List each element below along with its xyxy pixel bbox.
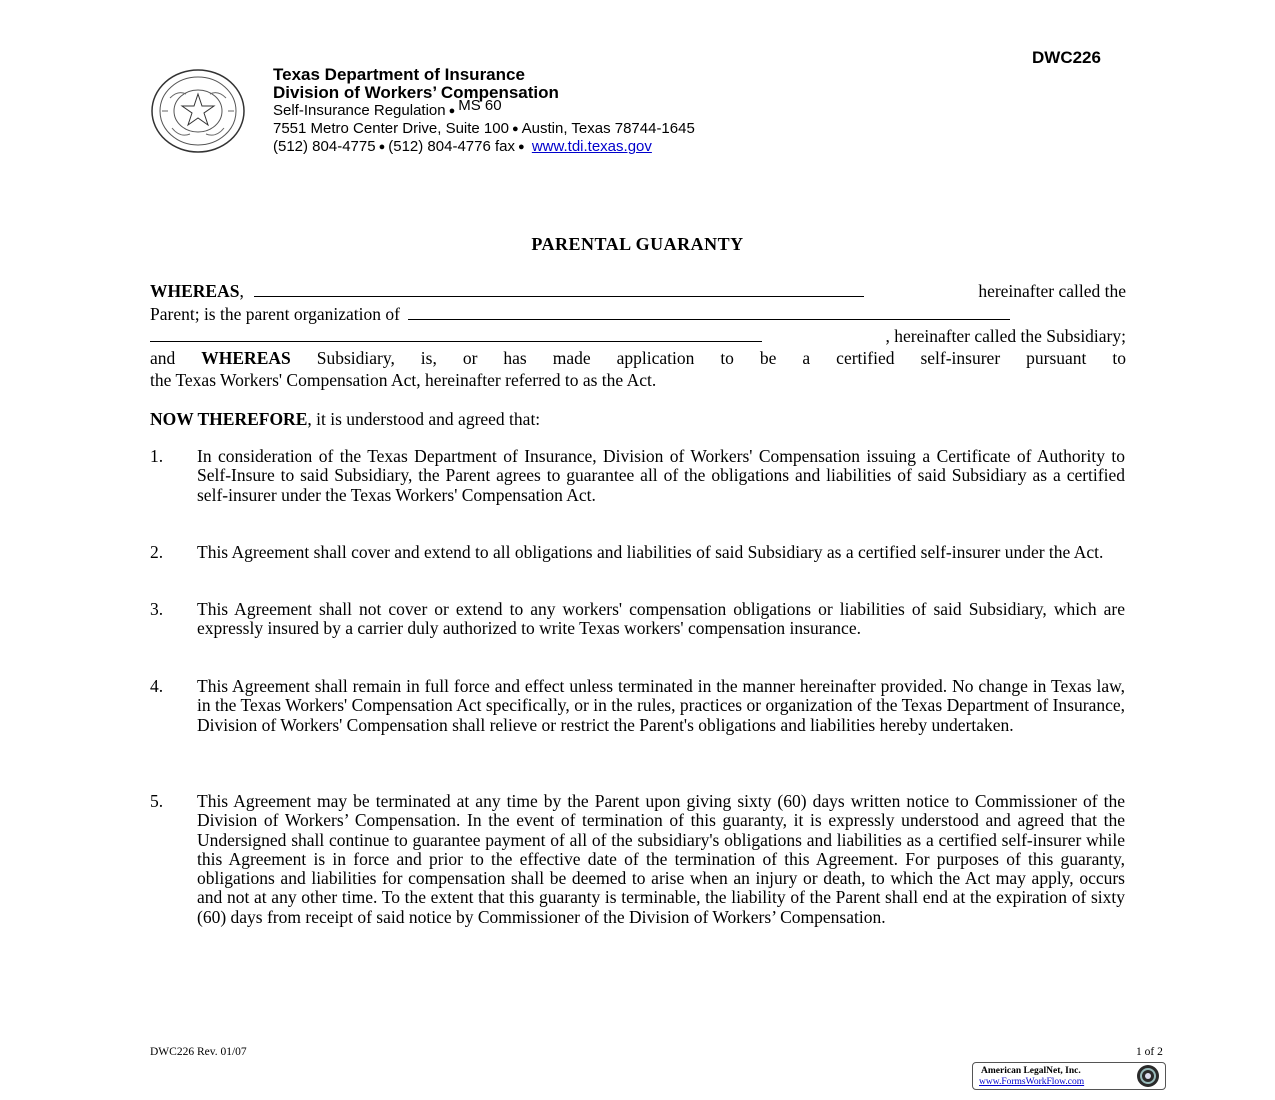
whereas-text-1: Subsidiary, is, or has made application to be a certified self-insurer pursuant to — [316, 348, 1126, 368]
and-word: and — [150, 348, 176, 368]
bullet-dot-icon: ● — [518, 141, 525, 154]
whereas-line-4 — [150, 347, 1126, 369]
mail-stop: MS 60 — [458, 97, 502, 114]
whereas-label-2: WHEREAS — [201, 348, 291, 368]
contact-line — [273, 138, 695, 156]
subsidiary-name-field-part1[interactable] — [408, 304, 1010, 320]
page-number: 1 of 2 — [1136, 1046, 1163, 1058]
whereas-line-2 — [150, 303, 1126, 325]
address-line — [273, 120, 695, 138]
form-id: DWC226 — [1032, 48, 1101, 67]
division-name: Division of Workers’ Compensation — [273, 83, 559, 102]
list-item — [150, 677, 1125, 735]
whereas-line-1 — [150, 280, 1126, 302]
publisher-name: American LegalNet, Inc. — [981, 1066, 1081, 1076]
publisher-url[interactable]: www.FormsWorkFlow.com — [979, 1077, 1085, 1087]
item-text: In consideration of the Texas Department of Insurance, Division of Workers' Compensation issuing a Certificate of Authority to Self-Insure to said Subsidiary, the Parent agrees to guarantee all of the obligations and liabilities of said Subsidiary as a certified self-insurer under the Texas Workers' Compensation Act. — [197, 446, 1125, 505]
item-number: 1. — [150, 446, 164, 466]
item-number: 4. — [150, 676, 164, 696]
comma: , — [239, 281, 244, 301]
parent-name-field[interactable] — [254, 281, 864, 297]
city-state-zip: Austin, Texas 78744-1645 — [521, 120, 695, 138]
publisher-logo[interactable] — [972, 1062, 1166, 1090]
agency-name: Texas Department of Insurance — [273, 65, 525, 84]
hereinafter-subsidiary-text: , hereinafter called the Subsidiary; — [885, 326, 1126, 346]
item-text: This Agreement shall not cover or extend to any workers' compensation obligations or liabilities of said Subsidiary, which are expressly insured by a carrier duly authorized to write Texas workers' compensation insurance. — [197, 599, 1125, 639]
item-text: This Agreement shall remain in full force and effect unless terminated in the manner hereinafter provided. No change in Texas law, in the Texas Workers' Compensation Act specifically, or in the rules, practices or organization of the Texas Department of Insurance, Division of Workers' Compensation shall relieve or restrict the Parent's obligations and liabilities hereby undertaken. — [197, 676, 1125, 735]
list-item — [150, 543, 1125, 562]
fax-number: (512) 804-4776 fax — [388, 138, 515, 156]
texas-state-seal-icon — [150, 68, 246, 154]
whereas-label: WHEREAS — [150, 281, 240, 301]
whereas-line-3 — [150, 325, 1126, 347]
bullet-dot-icon: ● — [378, 141, 386, 154]
bullet-dot-icon: ● — [448, 105, 456, 118]
unit-name: Self-Insurance Regulation — [273, 102, 446, 119]
revision-label: DWC226 Rev. 01/07 — [150, 1046, 247, 1058]
subsidiary-name-field-part2[interactable] — [150, 326, 762, 342]
hereinafter-parent-text: hereinafter called the — [978, 281, 1126, 301]
list-item — [150, 792, 1125, 927]
parent-of-text: Parent; is the parent organization of — [150, 304, 400, 324]
document-title: PARENTAL GUARANTY — [531, 234, 744, 254]
bullet-dot-icon: ● — [511, 123, 519, 136]
whereas-line-5: the Texas Workers' Compensation Act, hereinafter referred to as the Act. — [150, 370, 657, 390]
street-address: 7551 Metro Center Drive, Suite 100 — [273, 120, 509, 138]
now-therefore-text: , it is understood and agreed that: — [307, 409, 541, 429]
item-number: 3. — [150, 599, 164, 619]
unit-line — [273, 97, 695, 120]
now-therefore-label: NOW THEREFORE — [150, 409, 308, 429]
now-therefore-line — [150, 408, 1126, 430]
list-item — [150, 447, 1125, 505]
item-text: This Agreement shall cover and extend to all obligations and liabilities of said Subsidiary as a certified self-insurer under the Act. — [197, 542, 1104, 562]
agency-header — [273, 66, 695, 156]
formsworkflow-logo-icon — [1135, 1064, 1161, 1088]
phone-number: (512) 804-4775 — [273, 138, 376, 156]
item-text: This Agreement may be terminated at any time by the Parent upon giving sixty (60) days written notice to Commissioner of the Division of Workers’ Compensation. In the event of termination of this guaranty, it is expressly understood and agreed that the Undersigned shall continue to guarantee payment of all of the subsidiary's obligations and liabilities as a certified self-insurer while this Agreement is in force and prior to the effective date of the termination of this Agreement. For purposes of this guaranty, obligations and liabilities for compensation shall be deemed to arise when an injury or death, to which the Act may apply, occurs and not at any other time. To the extent that this guaranty is terminable, the liability of the Parent shall end at the expiration of sixty (60) days from receipt of said notice by Commissioner of the Division of Workers’ Compensation. — [197, 791, 1125, 927]
item-number: 2. — [150, 542, 164, 562]
list-item — [150, 600, 1125, 639]
item-number: 5. — [150, 791, 164, 811]
website-link[interactable]: www.tdi.texas.gov — [531, 138, 652, 156]
